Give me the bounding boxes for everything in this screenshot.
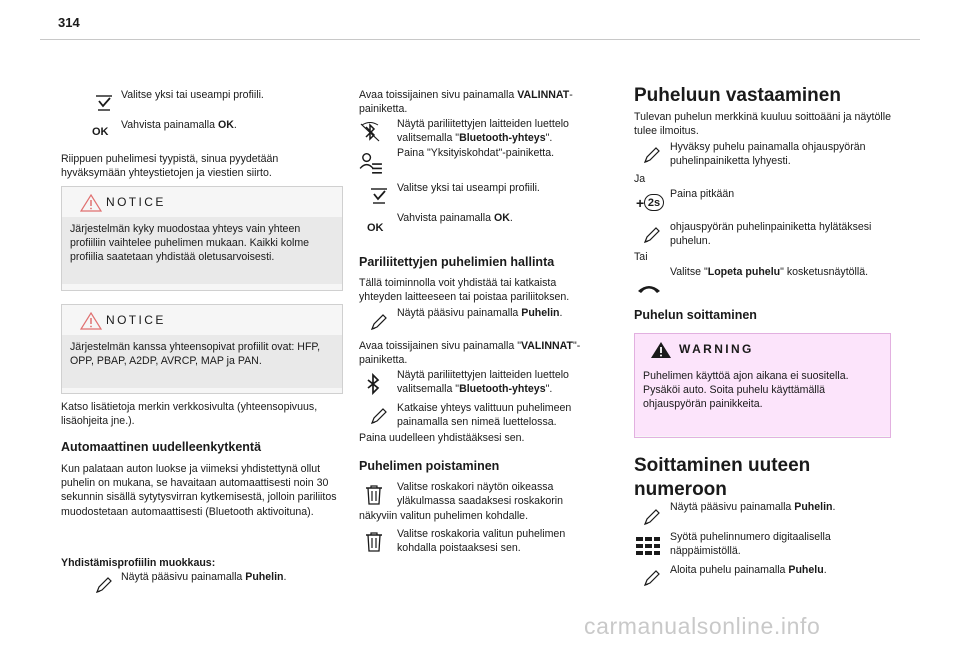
- delete-text-2: Valitse roskakoria valitun puhelimen kohdalla poistaaksesi sen.: [397, 528, 566, 555]
- pen-icon: [641, 145, 663, 165]
- notice-header-1: [62, 187, 342, 217]
- auto-reconnect-heading: Automaattinen uudelleenkytkentä: [61, 440, 262, 454]
- warning-triangle-icon: [650, 340, 672, 360]
- warning-triangle-icon: [80, 311, 102, 331]
- pen-icon: [641, 225, 663, 245]
- pen-icon: [93, 575, 115, 595]
- show-paired-text: Näytä pariliitettyjen laitteiden luettelo valitsemalla "Bluetooth-yhteys".: [397, 118, 569, 145]
- start-call-text: Aloita puhelu painamalla Puhelu.: [670, 564, 827, 576]
- page-number: 314: [58, 15, 80, 30]
- keypad-icon: [635, 535, 661, 557]
- warning-label: WARNING: [679, 342, 754, 356]
- steering-button-text: ohjauspyörän puhelinpainiketta hylätäksesi puhelun.: [670, 221, 872, 248]
- warning-box: [634, 333, 891, 438]
- pen-icon: [368, 312, 390, 332]
- end-call-icon: [636, 281, 662, 295]
- delete-text-1a: Valitse roskakori näytön oikeassa yläkulmassa saadaksesi roskakorin: [397, 481, 564, 508]
- manage-paired-text: Tällä toiminnolla voit yhdistää tai katkaista yhteyden laitteeseen tai poistaa pariliitoksen.: [359, 277, 570, 304]
- pen-icon: [641, 568, 663, 588]
- warning-body: Puhelimen käyttöä ajon aikana ei suositella. Pysäköi auto. Soita puhelu käyttämällä ohjauspyörän painikkeita.: [635, 364, 890, 436]
- home-page-text-2: Näytä pääsivu painamalla Puhelin.: [397, 307, 563, 319]
- notice-label: NOTICE: [106, 195, 166, 209]
- end-call-text: Valitse "Lopeta puhelu" kosketusnäytöllä.: [670, 266, 869, 278]
- header-divider: [40, 39, 920, 40]
- delete-phone-heading: Puhelimen poistaminen: [359, 459, 500, 473]
- ok-icon: OK: [367, 222, 384, 234]
- notice-box-2: [61, 304, 343, 394]
- bluetooth-settings-icon: [359, 121, 381, 143]
- and-text: Ja: [634, 173, 646, 185]
- enter-number-text: Syötä puhelinnumero digitaalisella näppäimistöllä.: [670, 531, 831, 558]
- answer-intro-text: Tulevan puhelun merkkinä kuuluu soittoääni ja näytölle tulee ilmoitus.: [634, 111, 891, 138]
- check-list-icon: [368, 186, 390, 206]
- make-call-heading: Puhelun soittaminen: [634, 308, 757, 322]
- new-number-heading-line1: Soittaminen uuteen: [634, 455, 811, 476]
- bluetooth-icon: [362, 373, 384, 395]
- warning-triangle-icon: [80, 193, 102, 213]
- select-profiles-text-2: Valitse yksi tai useampi profiili.: [397, 182, 540, 194]
- website-text: Katso lisätietoja merkin verkkosivulta (yhteensopivuus, lisäohjeita jne.).: [61, 401, 318, 428]
- select-profiles-text: Valitse yksi tai useampi profiili.: [121, 89, 264, 101]
- pen-icon: [368, 406, 390, 426]
- notice-label: NOTICE: [106, 313, 166, 327]
- trash-icon: [363, 531, 385, 553]
- modify-profile-heading: Yhdistämisprofiilin muokkaus:: [61, 557, 216, 569]
- confirm-text: Vahvista painamalla OK.: [121, 119, 237, 131]
- steering-phone-button-icon: + 2s: [636, 194, 664, 212]
- disconnect-text: Katkaise yhteys valittuun puhelimeen painamalla sen nimeä luettelossa.: [397, 402, 572, 429]
- privacy-details-icon: [359, 151, 383, 175]
- or-text: Tai: [634, 251, 648, 263]
- secondary-page-text: Avaa toissijainen sivu painamalla VALINNAT-painiketta.: [359, 89, 573, 116]
- trash-icon: [363, 484, 385, 506]
- watermark: carmanualsonline.info: [584, 613, 821, 639]
- warning-header: [635, 334, 890, 364]
- home-page-text-3: Näytä pääsivu painamalla Puhelin.: [670, 501, 836, 513]
- press-long-text: Paina pitkään: [670, 188, 735, 200]
- privacy-text: Paina "Yksityiskohdat"-painiketta.: [397, 147, 555, 159]
- secondary-page-text-2: Avaa toissijainen sivu painamalla "VALINNAT"-painiketta.: [359, 340, 581, 367]
- ok-icon: OK: [92, 126, 109, 138]
- accept-call-text: Hyväksy puhelu painamalla ohjauspyörän puhelinpainiketta lyhyesti.: [670, 141, 866, 168]
- phone-type-text: Riippuen puhelimesi tyypistä, sinua pyydetään hyväksymään yhteystietojen ja viestien siirto.: [61, 153, 279, 180]
- notice-body-1: Järjestelmän kyky muodostaa yhteys vain yhteen profiiliin vaihtelee puhelimen mukaan. Kaikki kolme profiilia saatetaan yhdistää oletusarvoisesti.: [62, 217, 342, 284]
- answer-call-heading: Puheluun vastaaminen: [634, 85, 841, 106]
- manage-paired-heading: Pariliitettyjen puhelimien hallinta: [359, 255, 555, 269]
- home-page-text: Näytä pääsivu painamalla Puhelin.: [121, 571, 287, 583]
- auto-reconnect-text: Kun palataan auton luokse ja viimeksi yhdistettynä ollut puhelin on mukana, se havaitaan automaattisesti noin 30 sekunnin sisällä sytytysvirran kytkemisestä, jolloin pariliitos muodostetaan automaattisesti (Bluetooth aktivoituna).: [61, 463, 337, 518]
- notice-body-2: Järjestelmän kanssa yhteensopivat profiilit ovat: HFP, OPP, PBAP, A2DP, AVRCP, MAP ja PAN.: [62, 335, 342, 388]
- new-number-heading-line2: numeroon: [634, 479, 727, 500]
- show-paired-text-2: Näytä pariliitettyjen laitteiden luettelo valitsemalla "Bluetooth-yhteys".: [397, 369, 569, 396]
- confirm-text-2: Vahvista painamalla OK.: [397, 212, 513, 224]
- notice-header-2: [62, 305, 342, 335]
- check-list-icon: [93, 93, 115, 113]
- pen-icon: [641, 507, 663, 527]
- delete-text-1: näkyviin valitun puhelimen kohdalle.: [359, 510, 529, 522]
- notice-box-1: [61, 186, 343, 291]
- reconnect-text: Paina uudelleen yhdistääksesi sen.: [359, 432, 525, 444]
